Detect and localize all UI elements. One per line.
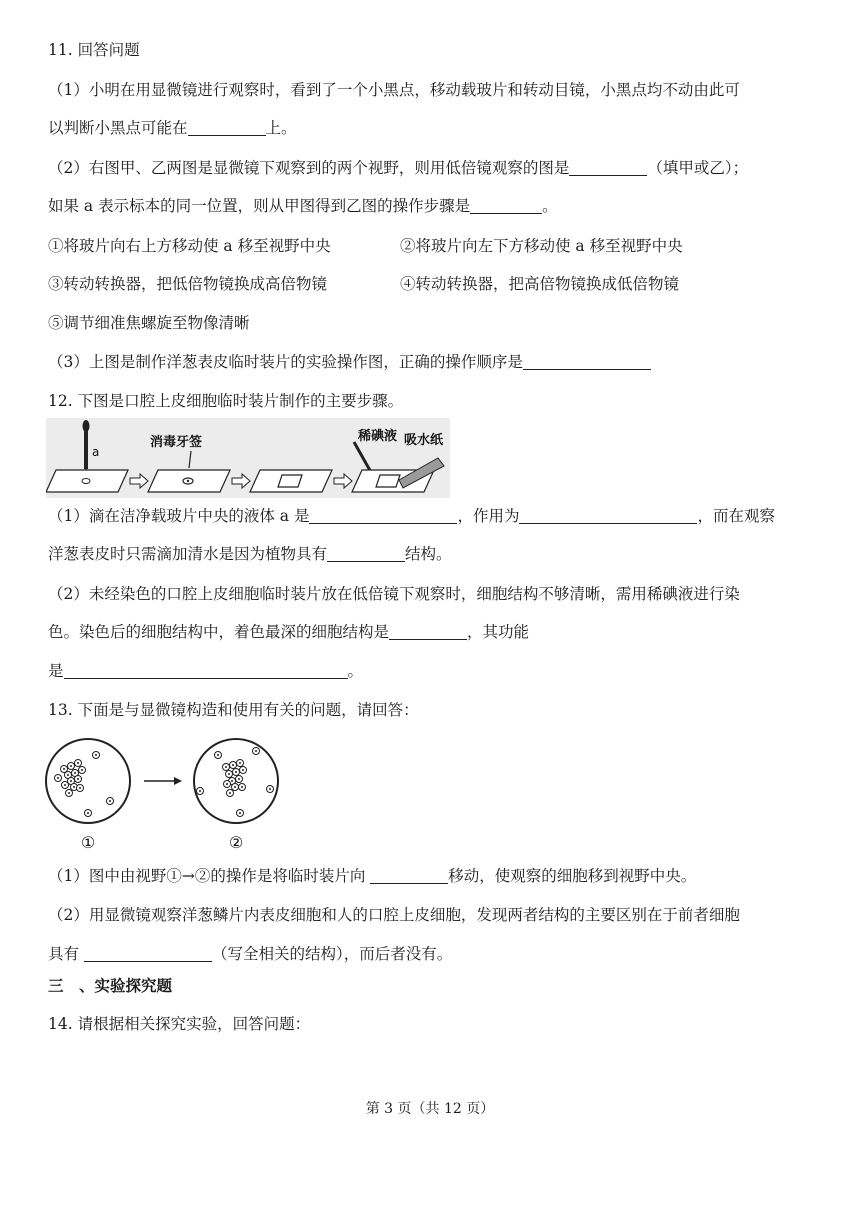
answer-blank[interactable]	[569, 159, 647, 176]
q11-p1-line2: 以判断小黑点可能在 上。	[48, 119, 297, 137]
field-label-2: ②	[228, 833, 244, 852]
label-a: a	[92, 445, 100, 459]
q12-p2-line2: 色。染色后的细胞结构中，着色最深的细胞结构是 ，其功能	[48, 623, 530, 641]
q13-p1: （1）图中由视野①→②的操作是将临时装片向 移动，使观察的细胞移到视野中央。	[48, 867, 697, 885]
q12-p1-line1: （1）滴在洁净载玻片中央的液体 a 是 ，作用为 ，而在观察	[48, 507, 775, 525]
answer-blank[interactable]	[523, 353, 651, 370]
q13-title: 13. 下面是与显微镜构造和使用有关的问题，请回答：	[48, 701, 419, 719]
q13-p2-line1: （2）用显微镜观察洋葱鳞片内表皮细胞和人的口腔上皮细胞，发现两者结构的主要区别在于前者细胞	[48, 906, 740, 924]
answer-blank[interactable]	[327, 545, 405, 562]
answer-blank[interactable]	[64, 662, 348, 679]
q11-option-5: ⑤调节细准焦螺旋至物像清晰	[48, 314, 250, 332]
field-label-1: ①	[80, 833, 96, 852]
answer-blank[interactable]	[370, 867, 448, 884]
q12-p2-line1: （2）未经染色的口腔上皮细胞临时装片放在低倍镜下观察时，细胞结构不够清晰，需用稀碘液进行染	[48, 585, 740, 603]
answer-blank[interactable]	[389, 623, 467, 640]
q11-title: 11. 回答问题	[48, 41, 140, 59]
q11-p2-line1: （2）右图甲、乙两图是显微镜下观察到的两个视野，则用低倍镜观察的图是 （填甲或乙）；	[48, 159, 749, 177]
q12-p2-line3: 是 。	[48, 662, 364, 680]
q13-p2-line2: 具有 （写全相关的结构），而后者没有。	[48, 945, 453, 963]
page-number-footer: 第 3 页（共 12 页）	[365, 1101, 495, 1117]
q12-p1-line2: 洋葱表皮时只需滴加清水是因为植物具有 结构。	[48, 545, 452, 563]
q14-title: 14. 请根据相关探究实验，回答问题：	[48, 1015, 311, 1033]
q11-option-2: ②将玻片向左下方移动使 a 移至视野中央	[400, 237, 683, 255]
q11-p3: （3）上图是制作洋葱表皮临时装片的实验操作图，正确的操作顺序是	[48, 352, 651, 372]
cover-slip	[278, 475, 302, 487]
q11-option-1: ①将玻片向右上方移动使 a 移至视野中央	[48, 237, 331, 255]
label-paper: 吸水纸	[404, 433, 444, 448]
label-toothpick: 消毒牙签	[150, 435, 203, 450]
q11-option-3: ③转动转换器，把低倍物镜换成高倍物镜	[48, 275, 328, 293]
answer-blank[interactable]	[84, 945, 212, 962]
glass-slide	[46, 470, 128, 492]
microscope-field-figure	[44, 733, 294, 853]
label-iodine: 稀碘液	[358, 429, 398, 444]
answer-blank[interactable]	[470, 197, 542, 214]
answer-blank[interactable]	[188, 119, 266, 136]
q12-title: 12. 下图是口腔上皮细胞临时装片制作的主要步骤。	[48, 392, 404, 410]
answer-blank[interactable]	[309, 507, 457, 524]
answer-blank[interactable]	[519, 507, 697, 524]
slide-prep-figure	[46, 418, 450, 498]
q11-p1-line1: （1）小明在用显微镜进行观察时，看到了一个小黑点，移动载玻片和转动目镜，小黑点均不动由此可	[48, 81, 740, 99]
section-3-title: 三 、实验探究题	[48, 977, 173, 995]
q11-p2-line2: 如果 a 表示标本的同一位置，则从甲图得到乙图的操作步骤是 。	[48, 197, 558, 215]
q11-option-4: ④转动转换器，把高倍物镜换成低倍物镜	[400, 275, 680, 293]
